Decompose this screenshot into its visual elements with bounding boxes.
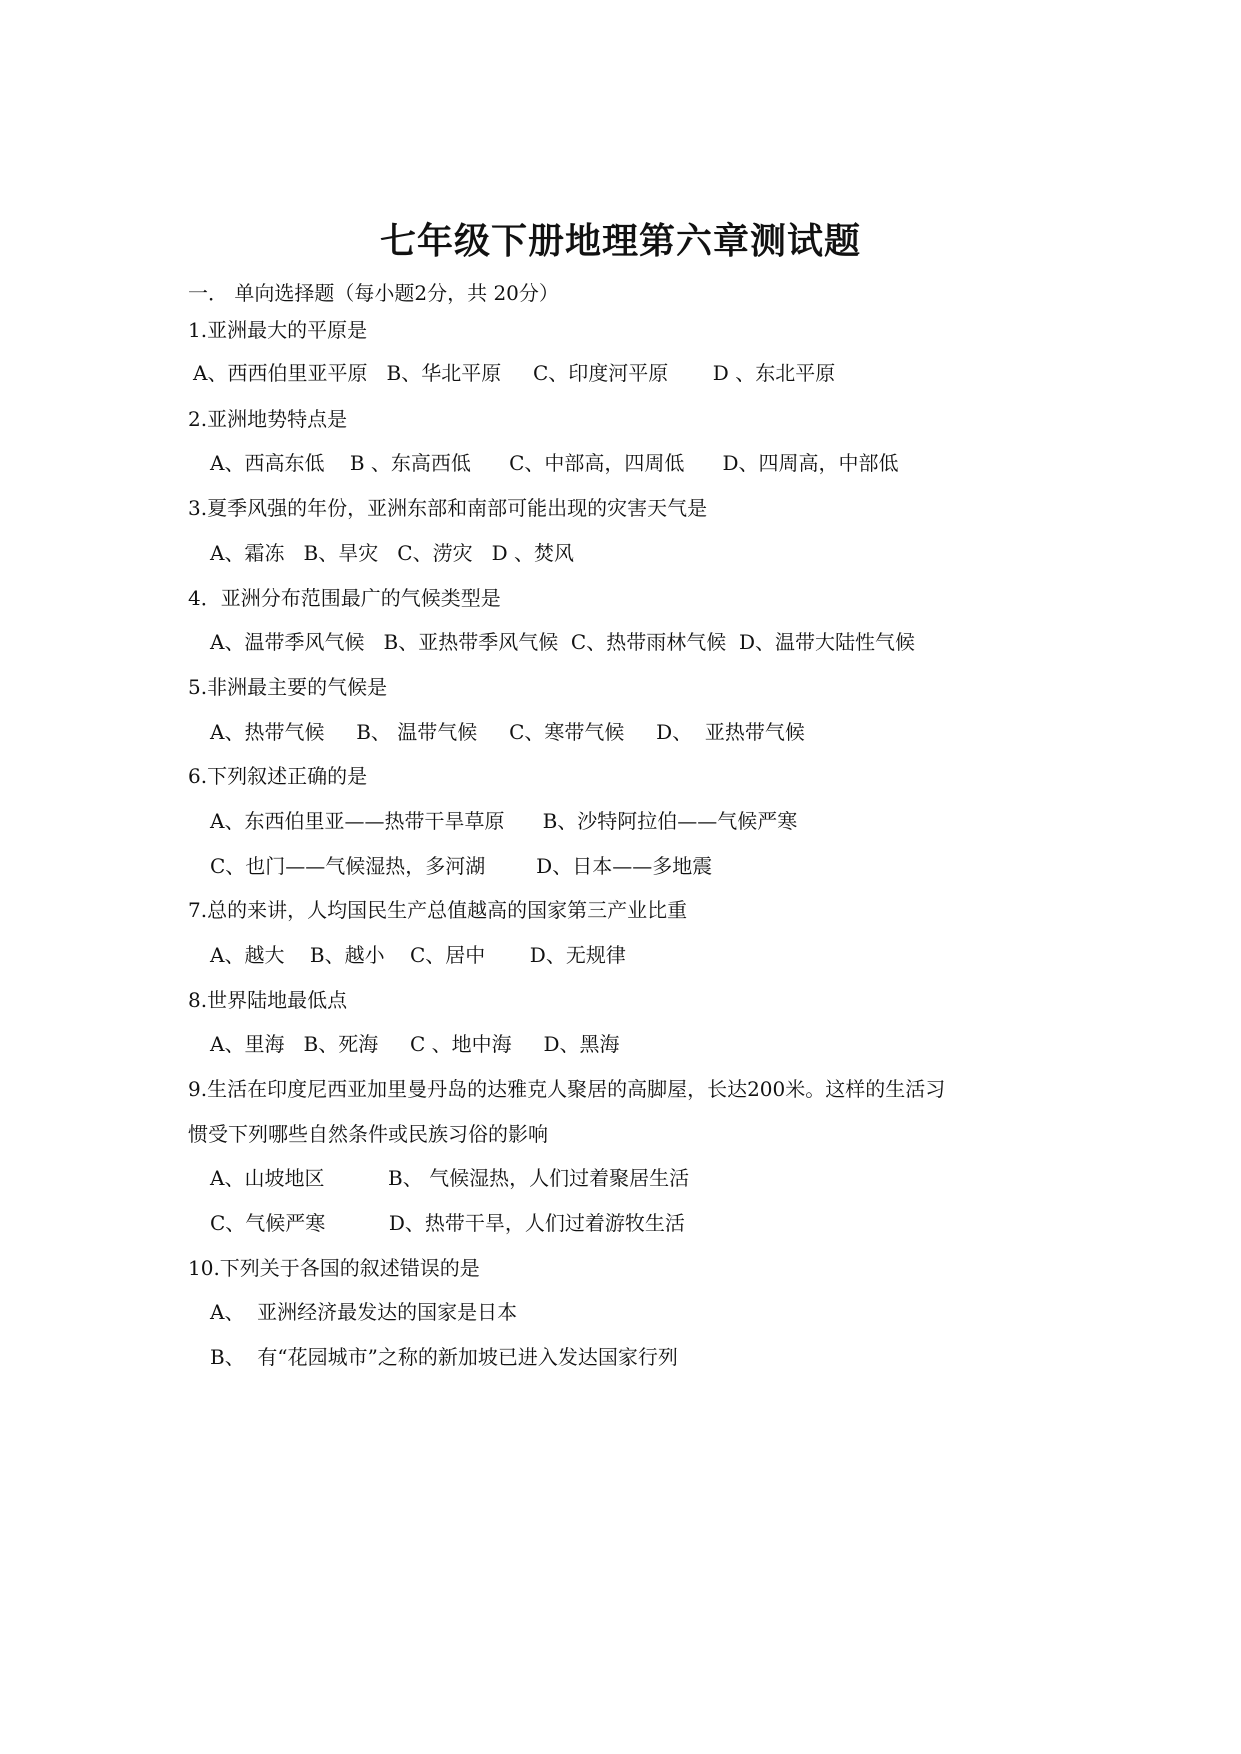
question-9-options-ab: A、山坡地区 B、 气候湿热，人们过着聚居生活 [210,1166,690,1190]
question-9-continued: 惯受下列哪些自然条件或民族习俗的影响 [188,1122,548,1146]
question-10: 10.下列关于各国的叙述错误的是 [188,1256,480,1280]
question-8-options: A、里海 B、死海 C 、地中海 D、黑海 [210,1032,620,1056]
page-title: 七年级下册地理第六章测试题 [379,220,861,262]
question-6-options-cd: C、也门——气候湿热，多河湖 D、日本——多地震 [210,854,713,878]
question-6-options-ab: A、东西伯里亚——热带干旱草原 B、沙特阿拉伯——气候严寒 [210,809,798,833]
question-6: 6.下列叙述正确的是 [188,764,368,788]
section-heading: 一． 单向选择题（每小题2分，共 20分） [188,281,559,305]
question-3: 3.夏季风强的年份，亚洲东部和南部可能出现的灾害天气是 [188,496,708,520]
question-7: 7.总的来讲，人均国民生产总值越高的国家第三产业比重 [188,898,688,922]
question-2: 2.亚洲地势特点是 [188,407,348,431]
question-1-options: A、西西伯里亚平原 B、华北平原 C、印度河平原 D 、东北平原 [193,361,836,385]
question-10-option-b: B、 有“花园城市”之称的新加坡已进入发达国家行列 [210,1345,678,1369]
question-5: 5.非洲最主要的气候是 [188,675,388,699]
question-4-options: A、温带季风气候 B、亚热带季风气候 C、热带雨林气候 D、温带大陆性气候 [210,630,915,654]
question-5-options: A、热带气候 B、 温带气候 C、寒带气候 D、 亚热带气候 [210,720,805,744]
question-9: 9.生活在印度尼西亚加里曼丹岛的达雅克人聚居的高脚屋，长达200米。这样的生活习 [188,1077,946,1101]
question-9-options-cd: C、气候严寒 D、热带干旱，人们过着游牧生活 [210,1211,685,1235]
question-10-option-a: A、 亚洲经济最发达的国家是日本 [210,1300,518,1324]
question-8: 8.世界陆地最低点 [188,988,348,1012]
question-3-options: A、霜冻 B、旱灾 C、涝灾 D 、焚风 [210,541,575,565]
question-4: 4．亚洲分布范围最广的气候类型是 [188,586,501,610]
question-7-options: A、越大 B、越小 C、居中 D、无规律 [210,943,626,967]
question-1: 1.亚洲最大的平原是 [188,318,368,342]
question-2-options: A、西高东低 B 、东高西低 C、中部高，四周低 D、四周高，中部低 [210,451,899,475]
